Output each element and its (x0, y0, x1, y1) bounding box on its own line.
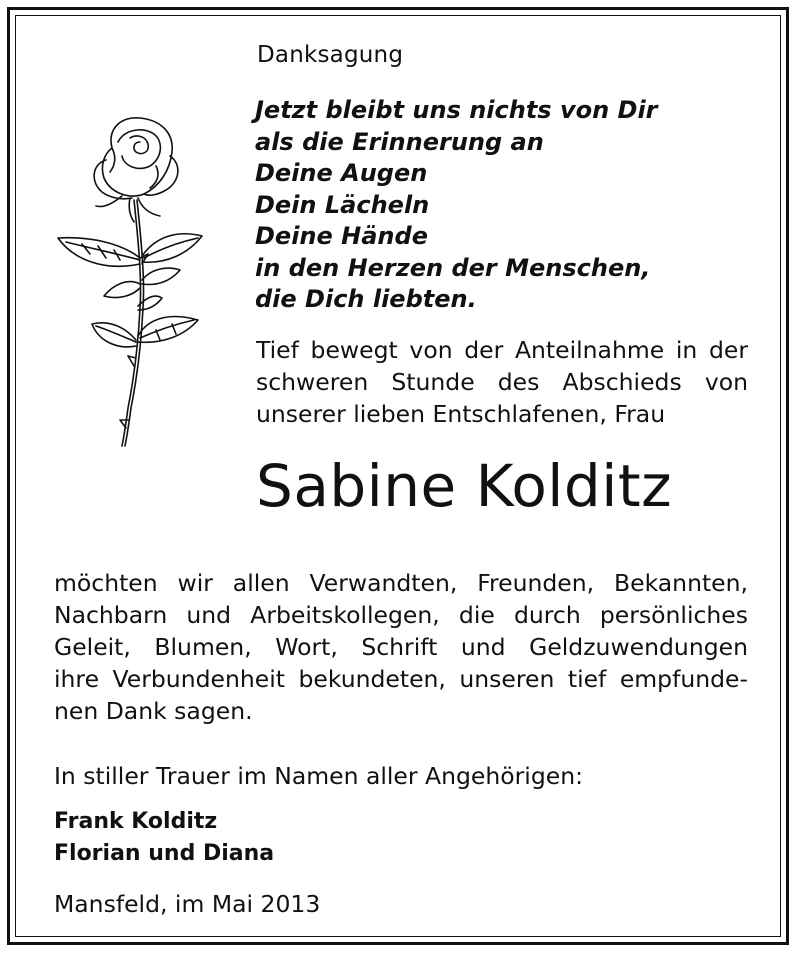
intro-line: unserer lieben Entschlafenen, Frau (256, 400, 666, 428)
deceased-name: Sabine Kolditz (256, 452, 673, 520)
poem-line: die Dich liebten. (255, 285, 477, 313)
poem-line: Deine Hände (255, 222, 428, 250)
notice-heading: Danksagung (257, 42, 404, 68)
signer: Florian und Diana (54, 841, 275, 866)
mourning-line: In stiller Trauer im Namen aller Angehörigen: (54, 762, 584, 790)
thanks-paragraph (54, 567, 748, 727)
thanks-line: nen Dank sagen. (54, 697, 253, 725)
thanks-line: ihre Verbundenheit bekundeten, unseren tief empfunde- (54, 665, 748, 693)
poem-line: in den Herzen der Menschen, (255, 253, 651, 282)
poem-line: als die Erinnerung an (255, 127, 544, 156)
poem-line: Deine Augen (255, 159, 428, 187)
poem-line: Dein Lächeln (255, 190, 430, 219)
poem (255, 95, 658, 316)
thanks-line: Geleit, Blumen, Wort, Schrift und Geldzuwendungen (54, 633, 748, 661)
intro-line: schweren Stunde des Abschieds von (256, 368, 748, 396)
place-date: Mansfeld, im Mai 2013 (54, 890, 321, 918)
signers-list (54, 806, 274, 870)
thanks-line: Nachbarn und Arbeitskollegen, die durch persönliches (54, 601, 748, 629)
signer: Frank Kolditz (54, 809, 218, 834)
thanks-line: möchten wir allen Verwandten, Freunden, Bekannten, (54, 569, 748, 597)
intro-paragraph (256, 334, 748, 430)
intro-line: Tief bewegt von der Anteilnahme in der (256, 336, 748, 364)
rose-icon (52, 108, 212, 453)
poem-line: Jetzt bleibt uns nichts von Dir (255, 96, 658, 124)
